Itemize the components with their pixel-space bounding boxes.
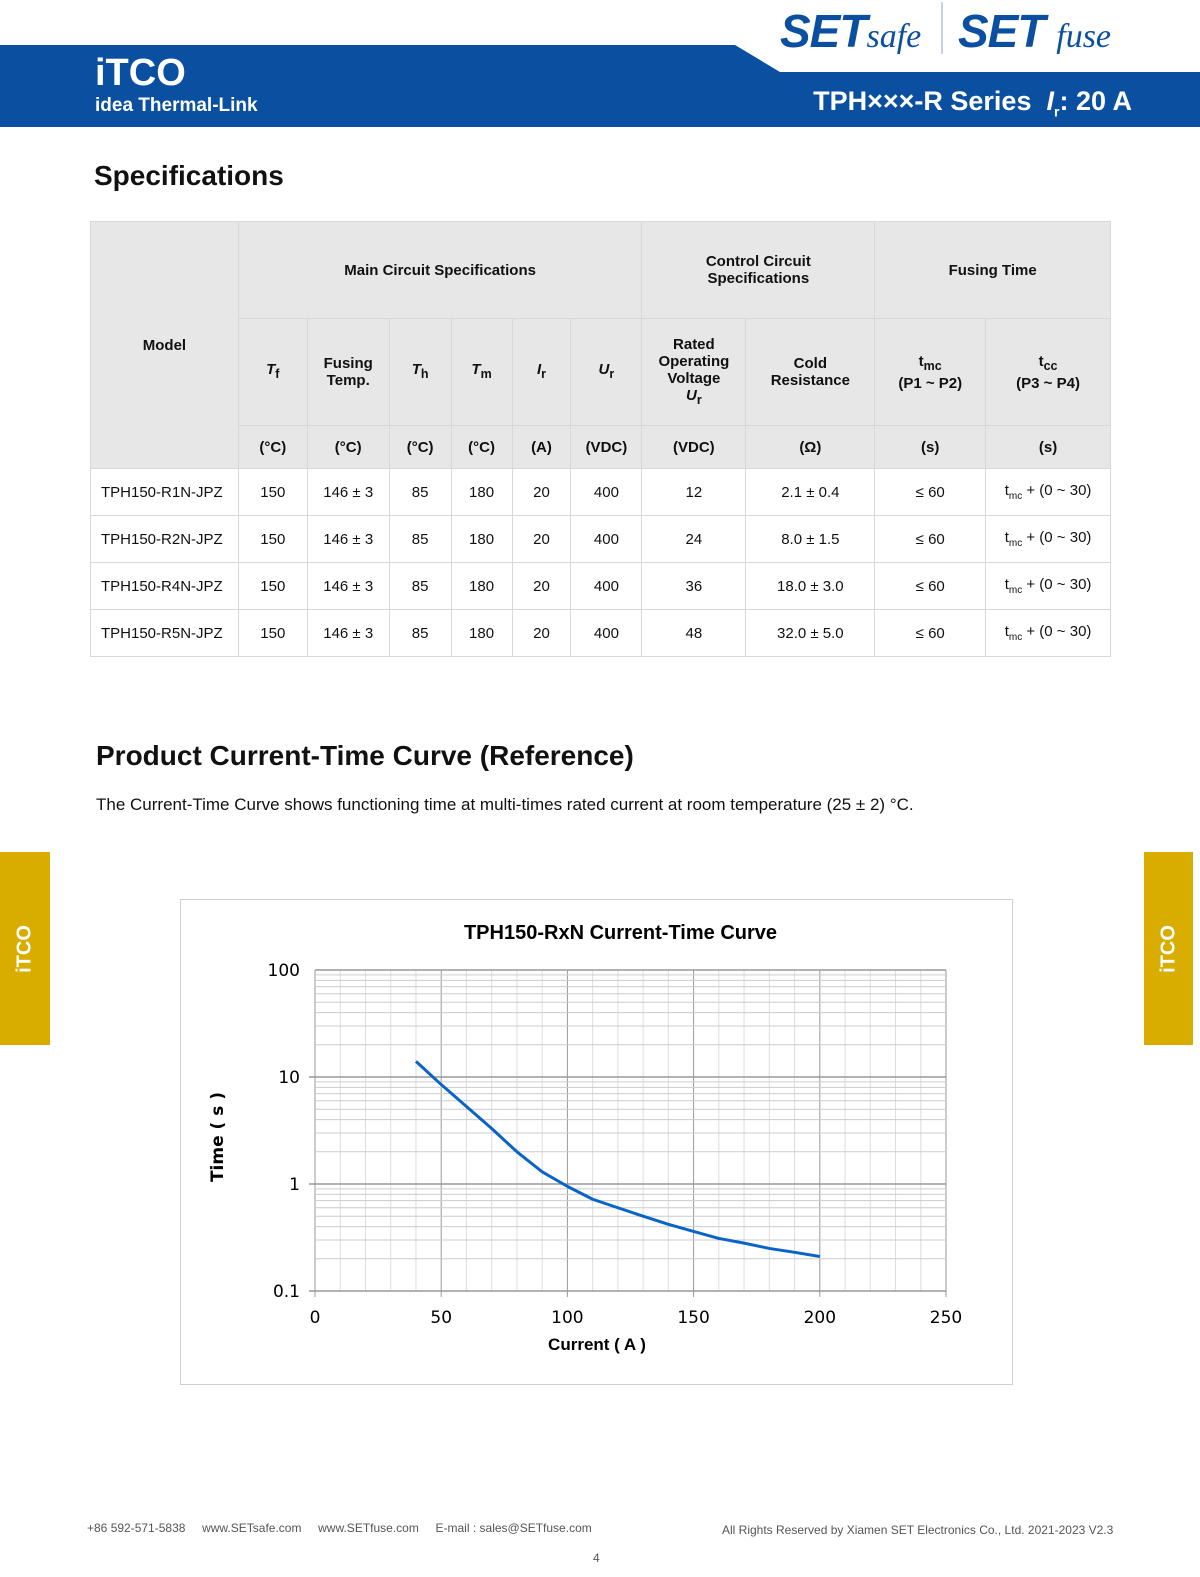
- brand-title: iTCO: [95, 52, 186, 94]
- value-cell: 12: [642, 469, 746, 516]
- unit-cell: (VDC): [642, 426, 746, 469]
- value-cell: ≤ 60: [875, 610, 986, 657]
- x-tick-label: 100: [551, 1308, 584, 1328]
- y-tick-label: 1: [289, 1175, 300, 1195]
- col-ur: $U_r$: [571, 319, 642, 426]
- setfuse-logo: SET fuse: [958, 5, 1112, 57]
- curve-title: Product Current-Time Curve (Reference): [96, 740, 634, 771]
- value-cell: ≤ 60: [875, 469, 986, 516]
- x-tick-label: 0: [309, 1308, 321, 1328]
- brand-tagline: idea Thermal-Link: [95, 95, 258, 116]
- value-cell: 180: [451, 516, 512, 563]
- value-cell: $t_{mc} + (0$ ~ 30): [986, 563, 1111, 610]
- col-tmc: $t_{mc}$ (P1 ~ P2): [875, 319, 986, 426]
- table-row: [91, 516, 1111, 563]
- model-cell: TPH150-R2N-JPZ: [91, 516, 239, 563]
- value-cell: ≤ 60: [875, 516, 986, 563]
- value-cell: $t_{mc} + (0$ ~ 30): [986, 610, 1111, 657]
- footer-rights: All Rights Reserved by Xiamen SET Electronics Co., Ltd. 2021-2023 V2.3: [722, 1523, 1114, 1537]
- value-cell: 2.1 ± 0.4: [746, 469, 875, 516]
- y-tick-label: 0.1: [272, 1282, 300, 1302]
- model-cell: TPH150-R1N-JPZ: [91, 469, 239, 516]
- value-cell: 150: [238, 469, 307, 516]
- table-row: [91, 469, 1111, 516]
- col-tf: $T_f$: [238, 319, 307, 426]
- y-tick-label: 10: [278, 1068, 300, 1088]
- value-cell: 150: [238, 563, 307, 610]
- value-cell: 32.0 ± 5.0: [746, 610, 875, 657]
- value-cell: 8.0 ± 1.5: [746, 516, 875, 563]
- col-th: $T_h$: [389, 319, 451, 426]
- header-main: Main Circuit Specifications: [238, 222, 642, 319]
- value-cell: 24: [642, 516, 746, 563]
- value-cell: 20: [512, 610, 571, 657]
- value-cell: 180: [451, 610, 512, 657]
- value-cell: 20: [512, 516, 571, 563]
- col-tcc: $t_{cc}$ (P3 ~ P4): [986, 319, 1111, 426]
- curve-description: The Current-Time Curve shows functioning time at multi-times rated current at room temperature (25 ± 2) °C.: [96, 795, 914, 814]
- x-tick-label: 200: [803, 1308, 837, 1328]
- y-axis-label: Time ( s ): [208, 1091, 228, 1183]
- value-cell: $t_{mc} + (0$ ~ 30): [986, 516, 1111, 563]
- value-cell: 36: [642, 563, 746, 610]
- value-cell: 85: [389, 516, 451, 563]
- col-rated-voltage: Rated Operating Voltage $U_r$: [642, 319, 746, 426]
- model-cell: TPH150-R4N-JPZ: [91, 563, 239, 610]
- unit-cell: (s): [986, 426, 1111, 469]
- specs-title: Specifications: [94, 160, 284, 191]
- setsafe-logo: SETsafe: [780, 5, 922, 57]
- header-fusing: Fusing Time: [875, 222, 1111, 319]
- value-cell: 400: [571, 610, 642, 657]
- header-control: Control Circuit Specifications: [642, 222, 875, 319]
- value-cell: ≤ 60: [875, 563, 986, 610]
- col-ir: $I_r$: [512, 319, 571, 426]
- col-tm: $T_m$: [451, 319, 512, 426]
- value-cell: 400: [571, 516, 642, 563]
- table-row: [91, 610, 1111, 657]
- col-fusing-temp: Fusing Temp.: [307, 319, 389, 426]
- unit-cell: (A): [512, 426, 571, 469]
- value-cell: 180: [451, 563, 512, 610]
- unit-cell: (°C): [389, 426, 451, 469]
- value-cell: 146 ± 3: [307, 610, 389, 657]
- value-cell: 85: [389, 563, 451, 610]
- x-tick-label: 50: [430, 1308, 453, 1328]
- unit-cell: (Ω): [746, 426, 875, 469]
- series-title: TPH×××-R Series $I_r$: 20 A: [813, 86, 1132, 120]
- value-cell: 150: [238, 516, 307, 563]
- footer-contact: +86 592-571-5838 www.SETsafe.com www.SETfuse.com E-mail : sales@SETfuse.com: [87, 1521, 592, 1535]
- x-axis-label: Current ( A ): [548, 1335, 646, 1354]
- header-model: Model: [91, 222, 239, 469]
- x-tick-label: 150: [677, 1308, 710, 1328]
- unit-cell: (°C): [238, 426, 307, 469]
- x-tick-label: 250: [929, 1308, 963, 1328]
- value-cell: 400: [571, 469, 642, 516]
- unit-cell: (s): [875, 426, 986, 469]
- value-cell: 18.0 ± 3.0: [746, 563, 875, 610]
- page-number: 4: [593, 1551, 600, 1565]
- current-time-chart: [180, 899, 1013, 1385]
- unit-cell: (VDC): [571, 426, 642, 469]
- value-cell: 48: [642, 610, 746, 657]
- chart-title: TPH150-RxN Current-Time Curve: [463, 922, 778, 944]
- value-cell: 146 ± 3: [307, 469, 389, 516]
- unit-cell: (°C): [451, 426, 512, 469]
- table-row: [91, 563, 1111, 610]
- value-cell: 85: [389, 469, 451, 516]
- side-tab-left: iTCO: [0, 852, 50, 1045]
- value-cell: 400: [571, 563, 642, 610]
- value-cell: 20: [512, 563, 571, 610]
- y-tick-label: 100: [267, 961, 300, 981]
- value-cell: 146 ± 3: [307, 563, 389, 610]
- side-tab-right: iTCO: [1144, 852, 1193, 1045]
- specs-table: [90, 221, 1111, 657]
- model-cell: TPH150-R5N-JPZ: [91, 610, 239, 657]
- value-cell: 150: [238, 610, 307, 657]
- col-cold-resistance: Cold Resistance: [746, 319, 875, 426]
- value-cell: 20: [512, 469, 571, 516]
- value-cell: 146 ± 3: [307, 516, 389, 563]
- value-cell: 85: [389, 610, 451, 657]
- value-cell: 180: [451, 469, 512, 516]
- unit-cell: (°C): [307, 426, 389, 469]
- value-cell: $t_{mc} + (0$ ~ 30): [986, 469, 1111, 516]
